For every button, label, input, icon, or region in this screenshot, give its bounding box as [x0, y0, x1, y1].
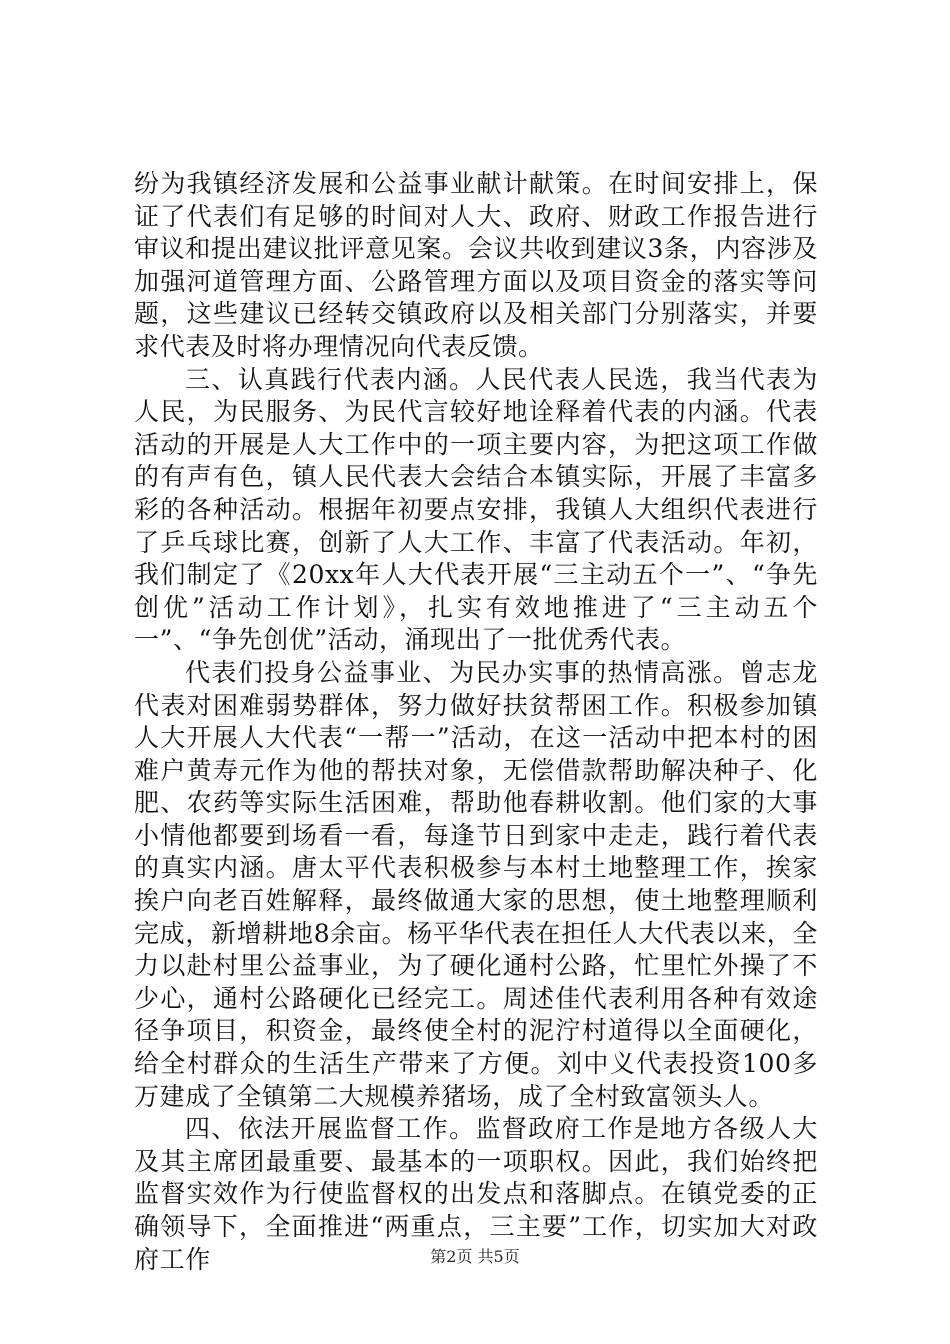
paragraph-4: 四、依法开展监督工作。监督政府工作是地方各级人大及其主席团最重要、最基本的一项职权。因此，我们始终把监督实效作为行使监督权的出发点和落脚点。在镇党委的正确领导下，全面推进“两重点，三主要”工作，切实加大对政府工作	[134, 1114, 818, 1274]
paragraph-2: 三、认真践行代表内涵。人民代表人民选，我当代表为人民，为民服务、为民代言较好地诠释着代表的内涵。代表活动的开展是人大工作中的一项主要内容，为把这项工作做的有声有色，镇人民代表大会结合本镇实际，开展了丰富多彩的各种活动。根据年初要点安排，我镇人大组织代表进行了乒乓球比赛，创新了人大工作、丰富了代表活动。年初，我们制定了《20xx年人大代表开展“三主动五个一”、“争先创优”活动工作计划》，扎实有效地推进了“三主动五个一”、“争先创优”活动，涌现出了一批优秀代表。	[134, 364, 818, 655]
paragraph-3: 代表们投身公益事业、为民办实事的热情高涨。曾志龙代表对困难弱势群体，努力做好扶贫帮困工作。积极参加镇人大开展人大代表“一帮一”活动，在这一活动中把本村的困难户黄寿元作为他的帮扶对象，无偿借款帮助解决种子、化肥、农药等实际生活困难，帮助他春耕收割。他们家的大事小情他都要到场看一看，每逢节日到家中走走，践行着代表的真实内涵。唐太平代表积极参与本村土地整理工作，挨家挨户向老百姓解释，最终做通大家的思想，使土地整理顺利完成，新增耕地8余亩。杨平华代表在担任人大代表以来，全力以赴村里公益事业，为了硬化通村公路，忙里忙外操了不少心，通村公路硬化已经完工。周述佳代表利用各种有效途径争项目，积资金，最终使全村的泥泞村道得以全面硬化，给全村群众的生活生产带来了方便。刘中义代表投资100多万建成了全镇第二大规模养猪场，成了全村致富领头人。	[134, 657, 818, 1111]
page-footer: 第2页 共5页	[430, 1247, 520, 1266]
document-body	[134, 168, 818, 1276]
paragraph-1: 纷为我镇经济发展和公益事业献计献策。在时间安排上，保证了代表们有足够的时间对人大、政府、财政工作报告进行审议和提出建议批评意见案。会议共收到建议3条，内容涉及加强河道管理方面、公路管理方面以及项目资金的落实等问题，这些建议已经转交镇政府以及相关部门分别落实，并要求代表及时将办理情况向代表反馈。	[134, 169, 818, 361]
